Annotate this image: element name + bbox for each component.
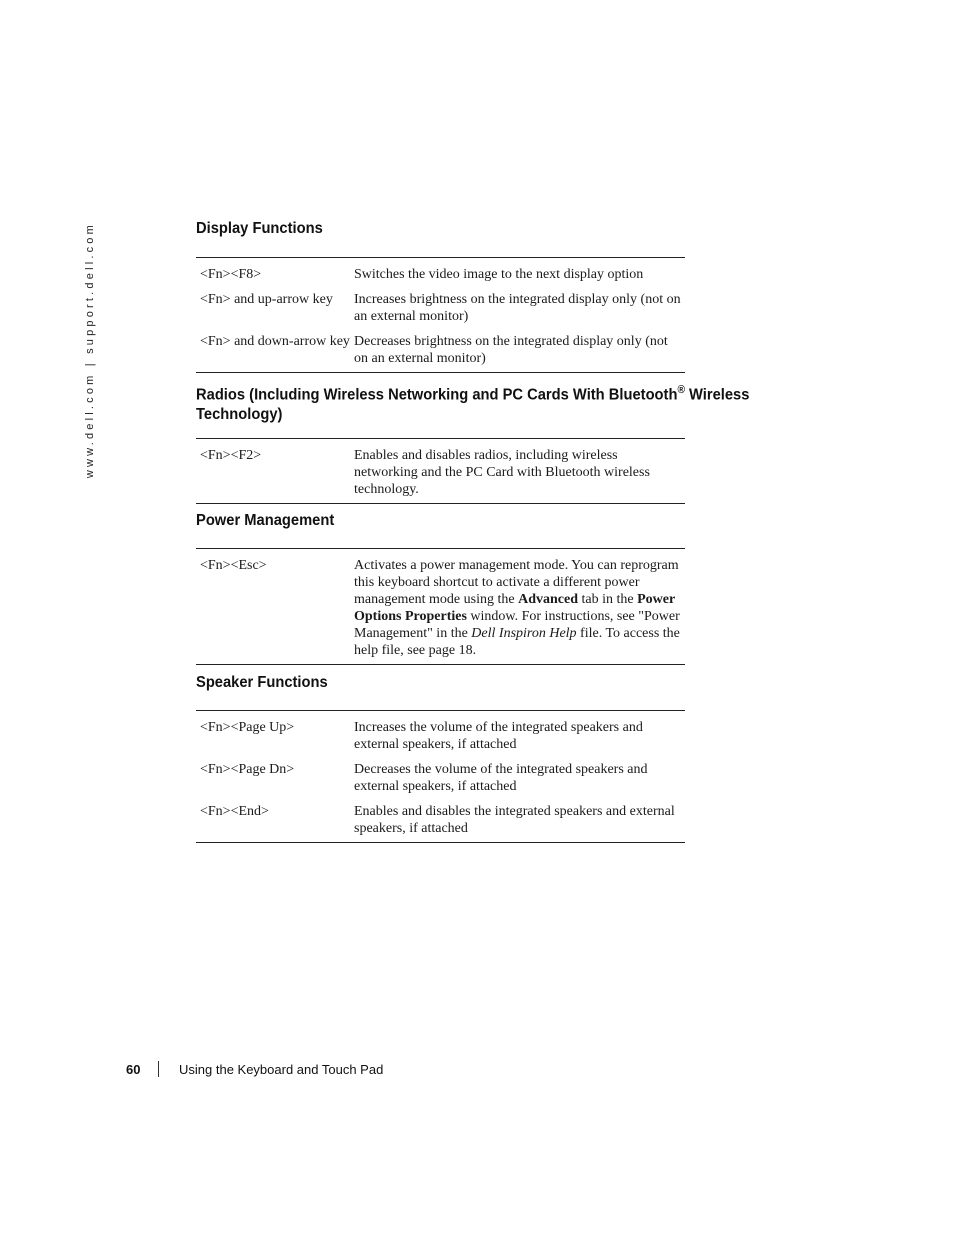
table-row (196, 753, 685, 795)
speaker-functions-heading: Speaker Functions (196, 674, 328, 691)
description-text: file. To access the help file, see page 18. (354, 626, 680, 658)
power-options-label: Power Options Properties (354, 592, 675, 624)
registered-mark: ® (677, 384, 685, 396)
table-row (196, 711, 685, 754)
description-cell: Enables and disables radios, including wireless networking and the PC Card with Bluetooth wireless technology. (354, 448, 650, 497)
key-cell: <Fn><End> (200, 804, 269, 819)
key-cell: <Fn> and down-arrow key (200, 334, 350, 349)
advanced-tab-label: Advanced (518, 592, 578, 607)
page-number: 60 (126, 1062, 141, 1077)
table-row (196, 325, 685, 373)
power-management-table (196, 548, 685, 665)
side-url: www.dell.com | support.dell.com (84, 222, 96, 479)
description-cell: Increases the volume of the integrated speakers and external speakers, if attached (354, 720, 643, 752)
table-row (196, 283, 685, 325)
power-management-heading: Power Management (196, 512, 335, 529)
description-cell: Decreases brightness on the integrated display only (not on an external monitor) (354, 334, 668, 366)
display-functions-heading: Display Functions (196, 220, 323, 237)
speaker-functions-table (196, 710, 685, 843)
description-cell: Decreases the volume of the integrated speakers and external speakers, if attached (354, 762, 648, 794)
description-cell: Increases brightness on the integrated display only (not on an external monitor) (354, 292, 681, 324)
key-cell: <Fn><F8> (200, 267, 262, 282)
table-row (196, 439, 685, 504)
description-text: window. For instructions, see "Power Management" in the (354, 609, 680, 641)
display-functions-table (196, 257, 685, 373)
radios-table (196, 438, 685, 504)
description-cell (350, 549, 685, 665)
footer-separator (158, 1061, 159, 1077)
description-cell: Enables and disables the integrated speakers and external speakers, if attached (354, 804, 675, 836)
help-file-title: Dell Inspiron Help (471, 626, 577, 641)
description-cell: Switches the video image to the next display option (354, 267, 644, 282)
description-text: tab in the (577, 592, 638, 607)
table-row (196, 258, 685, 284)
chapter-title: Using the Keyboard and Touch Pad (179, 1062, 384, 1077)
key-cell: <Fn><Page Dn> (200, 762, 295, 777)
key-cell: <Fn> and up-arrow key (200, 292, 333, 307)
table-row (196, 795, 685, 843)
key-cell: <Fn><F2> (200, 448, 262, 463)
radios-heading-text-cont: Wireless (684, 386, 750, 404)
radios-heading-text: Radios (Including Wireless Networking and PC Cards With Bluetooth (196, 386, 678, 404)
key-cell: <Fn><Page Up> (200, 720, 295, 735)
radios-heading (196, 380, 749, 425)
table-row (196, 549, 685, 665)
key-cell: <Fn><Esc> (200, 558, 267, 573)
description-text: Activates a power management mode. You can reprogram this keyboard shortcut to activate a different power management mode using the (354, 558, 679, 607)
radios-heading-text-line2: Technology) (196, 406, 283, 424)
